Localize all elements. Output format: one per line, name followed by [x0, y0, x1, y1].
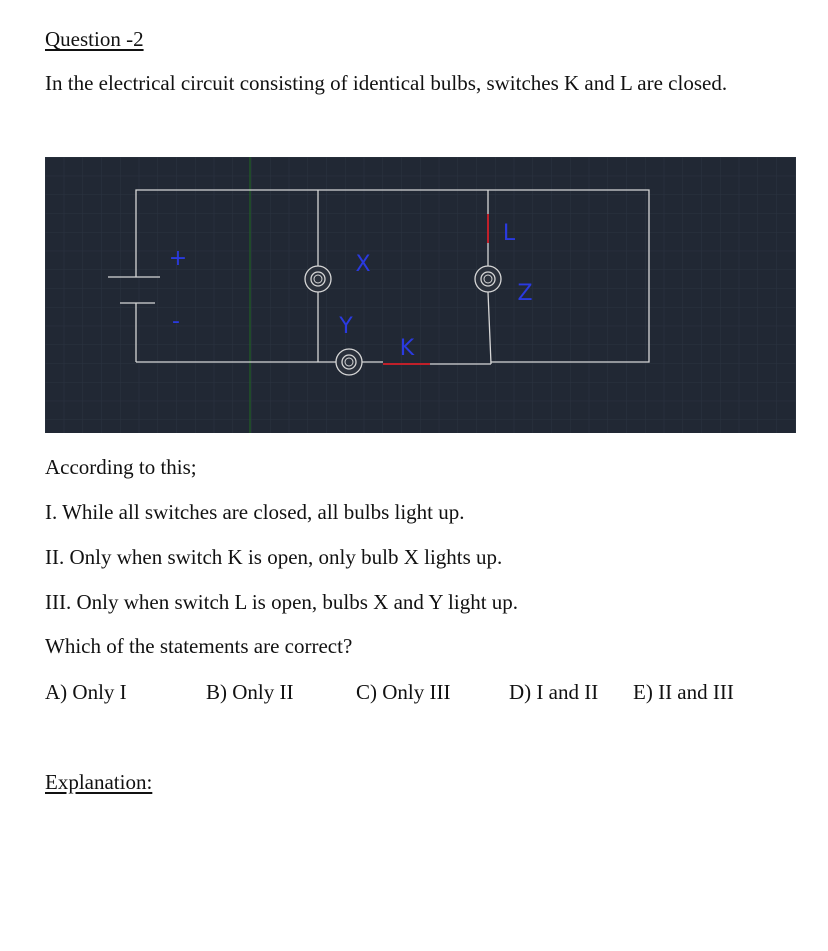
explanation-label: Explanation:	[45, 770, 153, 794]
battery-minus-label: -	[172, 309, 180, 334]
option-e: E) II and III	[633, 680, 734, 704]
ask-text: Which of the statements are correct?	[45, 634, 353, 658]
option-a: A) Only I	[45, 680, 127, 704]
statement-3: III. Only when switch L is open, bulbs X and Y light up.	[45, 590, 519, 614]
option-c: C) Only III	[356, 680, 451, 704]
label-bulb-x: X	[355, 252, 371, 277]
label-switch-l: L	[502, 221, 516, 246]
option-d: D) I and II	[509, 680, 599, 704]
bulb-z	[475, 266, 501, 292]
intro-text: According to this;	[45, 455, 197, 479]
label-switch-k: K	[399, 336, 415, 361]
label-bulb-y: Y	[339, 314, 353, 339]
bulb-y	[336, 349, 362, 375]
label-bulb-z: Z	[517, 281, 533, 306]
question-title: Question -2	[45, 27, 144, 51]
battery-plus-label: +	[168, 246, 188, 271]
question-prompt: In the electrical circuit consisting of identical bulbs, switches K and L are closed.	[45, 71, 728, 95]
statement-2: II. Only when switch K is open, only bulb X lights up.	[45, 545, 503, 569]
diagram-grid	[45, 157, 796, 433]
circuit-diagram	[45, 157, 796, 433]
bulb-x	[305, 266, 331, 292]
statement-1: I. While all switches are closed, all bulbs light up.	[45, 500, 465, 524]
option-b: B) Only II	[206, 680, 294, 704]
